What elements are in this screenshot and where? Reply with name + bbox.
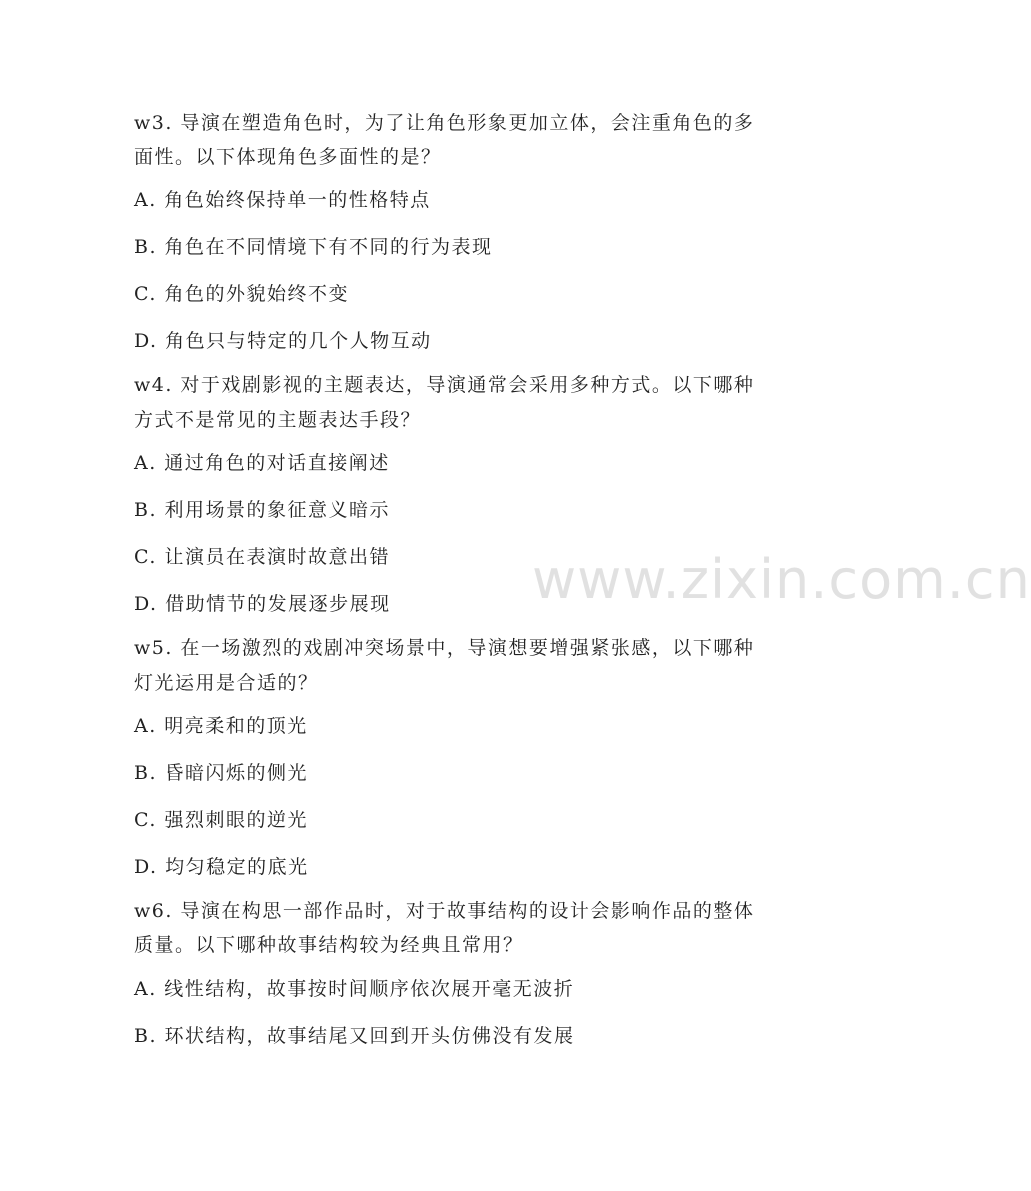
question-w5-line2: 灯光运用是合适的？ <box>134 672 319 694</box>
option-w4-a: A. 通过角色的对话直接阐述 <box>134 452 390 474</box>
question-w5-line1: w5. 在一场激烈的戏剧冲突场景中，导演想要增强紧张感，以下哪种 <box>134 637 755 659</box>
question-w6-line1: w6. 导演在构思一部作品时，对于故事结构的设计会影响作品的整体 <box>134 900 755 922</box>
option-w5-d: D. 均匀稳定的底光 <box>134 856 309 878</box>
option-w3-b: B. 角色在不同情境下有不同的行为表现 <box>134 236 493 258</box>
option-w4-c: C. 让演员在表演时故意出错 <box>134 546 390 568</box>
question-w3-line2: 面性。以下体现角色多面性的是？ <box>134 146 442 168</box>
option-w3-d: D. 角色只与特定的几个人物互动 <box>134 330 432 352</box>
option-w3-a: A. 角色始终保持单一的性格特点 <box>134 189 431 211</box>
option-w6-b: B. 环状结构，故事结尾又回到开头仿佛没有发展 <box>134 1025 575 1047</box>
option-w3-c: C. 角色的外貌始终不变 <box>134 283 349 305</box>
option-w4-b: B. 利用场景的象征意义暗示 <box>134 499 391 521</box>
option-w4-d: D. 借助情节的发展逐步展现 <box>134 593 391 615</box>
option-w5-c: C. 强烈刺眼的逆光 <box>134 809 308 831</box>
option-w6-a: A. 线性结构，故事按时间顺序依次展开毫无波折 <box>134 978 575 1000</box>
question-w4-line1: w4. 对于戏剧影视的主题表达，导演通常会采用多种方式。以下哪种 <box>134 374 755 396</box>
option-w5-a: A. 明亮柔和的顶光 <box>134 715 308 737</box>
option-w5-b: B. 昏暗闪烁的侧光 <box>134 762 309 784</box>
question-w4-line2: 方式不是常见的主题表达手段？ <box>134 409 422 431</box>
watermark: www.zixin.com.cn <box>532 548 1031 611</box>
question-w6-line2: 质量。以下哪种故事结构较为经典且常用？ <box>134 934 524 956</box>
question-w3-line1: w3. 导演在塑造角色时，为了让角色形象更加立体，会注重角色的多 <box>134 112 755 134</box>
